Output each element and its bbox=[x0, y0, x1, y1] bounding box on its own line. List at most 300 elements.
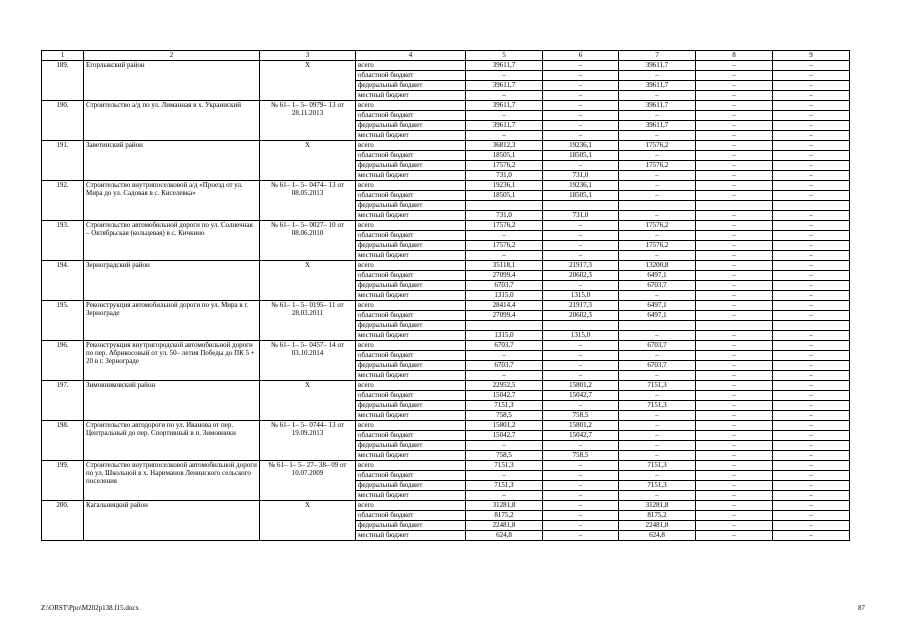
budget-source: всего bbox=[356, 301, 466, 311]
value-cell: – bbox=[696, 341, 773, 351]
value-cell: – bbox=[619, 191, 696, 201]
file-path: Z:\ORST\Ppo\M202p138.f15.docx bbox=[41, 604, 140, 612]
value-cell: – bbox=[773, 241, 850, 251]
item-number: 196. bbox=[42, 341, 84, 381]
table-row bbox=[42, 101, 850, 111]
table-row bbox=[42, 301, 850, 311]
item-document: X bbox=[260, 381, 356, 421]
value-cell: 19236,1 bbox=[543, 141, 619, 151]
budget-source: местный бюджет bbox=[356, 411, 466, 421]
value-cell: – bbox=[619, 71, 696, 81]
item-name: Зимовниковский район bbox=[84, 381, 260, 421]
value-cell: 758,5 bbox=[543, 451, 619, 461]
value-cell: 15801,2 bbox=[543, 381, 619, 391]
value-cell bbox=[696, 201, 773, 211]
budget-source: федеральный бюджет bbox=[356, 241, 466, 251]
value-cell: – bbox=[696, 271, 773, 281]
value-cell: – bbox=[619, 111, 696, 121]
value-cell: – bbox=[543, 361, 619, 371]
value-cell: – bbox=[773, 121, 850, 131]
value-cell: 39611,7 bbox=[466, 101, 543, 111]
budget-source: федеральный бюджет bbox=[356, 121, 466, 131]
item-name: Строительство а/д по ул. Лиманная в х. Украинский bbox=[84, 101, 260, 141]
value-cell: – bbox=[773, 311, 850, 321]
header-cell: 3 bbox=[260, 51, 356, 61]
item-name: Егорлыкский район bbox=[84, 61, 260, 101]
value-cell: 15042,7 bbox=[466, 391, 543, 401]
value-cell: 624,8 bbox=[619, 531, 696, 541]
value-cell: 13200,8 bbox=[619, 261, 696, 271]
value-cell: 28414,4 bbox=[466, 301, 543, 311]
page-number: 87 bbox=[858, 604, 865, 612]
table-body bbox=[42, 51, 850, 541]
value-cell: 27099,4 bbox=[466, 311, 543, 321]
budget-source: местный бюджет bbox=[356, 531, 466, 541]
value-cell: 17576,2 bbox=[619, 161, 696, 171]
item-name: Реконструкция внутригородской автомобильной дороги по пер. Абрикосовый от ул. 50– летия Победы до ПК 5 + 20 в г. Зернограде bbox=[84, 341, 260, 381]
header-cell: 2 bbox=[84, 51, 260, 61]
value-cell: – bbox=[696, 421, 773, 431]
value-cell: 39611,7 bbox=[466, 121, 543, 131]
item-document: № 61– 1– 5– 0474– 13 от 08.05.2013 bbox=[260, 181, 356, 221]
value-cell: 27099,4 bbox=[466, 271, 543, 281]
value-cell: 17576,2 bbox=[619, 221, 696, 231]
item-number: 189. bbox=[42, 61, 84, 101]
value-cell: – bbox=[619, 231, 696, 241]
value-cell: – bbox=[696, 501, 773, 511]
value-cell: 17576,2 bbox=[619, 241, 696, 251]
value-cell: – bbox=[696, 441, 773, 451]
value-cell: – bbox=[696, 91, 773, 101]
value-cell: – bbox=[619, 351, 696, 361]
budget-source: местный бюджет bbox=[356, 251, 466, 261]
budget-source: областной бюджет bbox=[356, 511, 466, 521]
value-cell: 18505,1 bbox=[543, 191, 619, 201]
item-number: 192. bbox=[42, 181, 84, 221]
value-cell: 1315,0 bbox=[466, 331, 543, 341]
item-number: 194. bbox=[42, 261, 84, 301]
value-cell: 731,0 bbox=[466, 211, 543, 221]
budget-source: федеральный бюджет bbox=[356, 521, 466, 531]
value-cell: 15801,2 bbox=[543, 421, 619, 431]
value-cell: – bbox=[773, 331, 850, 341]
value-cell: – bbox=[773, 381, 850, 391]
value-cell: – bbox=[696, 391, 773, 401]
value-cell: 39611,7 bbox=[619, 81, 696, 91]
value-cell: – bbox=[543, 121, 619, 131]
value-cell: 18505,1 bbox=[466, 191, 543, 201]
value-cell: – bbox=[773, 401, 850, 411]
budget-source: областной бюджет bbox=[356, 231, 466, 241]
value-cell: – bbox=[696, 331, 773, 341]
value-cell: – bbox=[543, 131, 619, 141]
table-row bbox=[42, 181, 850, 191]
value-cell bbox=[466, 201, 543, 211]
value-cell: – bbox=[466, 351, 543, 361]
value-cell: 8175,2 bbox=[466, 511, 543, 521]
item-number: 190. bbox=[42, 101, 84, 141]
value-cell: 6703,7 bbox=[466, 361, 543, 371]
value-cell: – bbox=[773, 411, 850, 421]
value-cell: – bbox=[466, 91, 543, 101]
value-cell: 6497,1 bbox=[619, 271, 696, 281]
budget-source: всего bbox=[356, 381, 466, 391]
value-cell: – bbox=[543, 281, 619, 291]
value-cell: – bbox=[773, 261, 850, 271]
value-cell: 31281,8 bbox=[619, 501, 696, 511]
value-cell: – bbox=[773, 371, 850, 381]
value-cell: – bbox=[619, 171, 696, 181]
budget-source: федеральный бюджет bbox=[356, 161, 466, 171]
item-document: № 61– 1– 5– 0457– 14 от 03.10.2014 bbox=[260, 341, 356, 381]
value-cell: – bbox=[773, 211, 850, 221]
item-name: Строительство автомобильной дороги по ул. Солнечная – Октябрьская (кольцевая) в с. Кичкино bbox=[84, 221, 260, 261]
value-cell: – bbox=[773, 191, 850, 201]
item-number: 193. bbox=[42, 221, 84, 261]
item-document: X bbox=[260, 261, 356, 301]
value-cell: – bbox=[466, 471, 543, 481]
value-cell: – bbox=[773, 361, 850, 371]
budget-source: областной бюджет bbox=[356, 111, 466, 121]
value-cell: – bbox=[543, 61, 619, 71]
item-document: № 61– 1– 5– 0744– 13 от 19.09.2013 bbox=[260, 421, 356, 461]
table-row bbox=[42, 421, 850, 431]
value-cell bbox=[543, 201, 619, 211]
value-cell: – bbox=[543, 71, 619, 81]
value-cell: – bbox=[619, 411, 696, 421]
value-cell: – bbox=[696, 131, 773, 141]
value-cell: – bbox=[466, 71, 543, 81]
budget-source: всего bbox=[356, 141, 466, 151]
value-cell: – bbox=[696, 211, 773, 221]
value-cell: – bbox=[696, 481, 773, 491]
value-cell: 36812,3 bbox=[466, 141, 543, 151]
value-cell: – bbox=[696, 361, 773, 371]
value-cell: 18505,1 bbox=[466, 151, 543, 161]
value-cell: – bbox=[696, 161, 773, 171]
value-cell: 22952,5 bbox=[466, 381, 543, 391]
value-cell: 758,5 bbox=[543, 411, 619, 421]
value-cell bbox=[466, 321, 543, 331]
value-cell: 7151,3 bbox=[619, 401, 696, 411]
value-cell: – bbox=[543, 231, 619, 241]
budget-source: областной бюджет bbox=[356, 71, 466, 81]
value-cell: 31281,8 bbox=[466, 501, 543, 511]
value-cell: – bbox=[696, 531, 773, 541]
value-cell: – bbox=[619, 131, 696, 141]
value-cell: – bbox=[773, 181, 850, 191]
value-cell: – bbox=[696, 251, 773, 261]
value-cell: – bbox=[619, 371, 696, 381]
value-cell: – bbox=[543, 511, 619, 521]
value-cell: – bbox=[543, 351, 619, 361]
budget-source: областной бюджет bbox=[356, 431, 466, 441]
item-document: № 61– 1– 5– 27– 38– 09 от 10.07.2009 bbox=[260, 461, 356, 501]
value-cell: – bbox=[619, 211, 696, 221]
value-cell: – bbox=[619, 471, 696, 481]
item-document: X bbox=[260, 501, 356, 541]
value-cell bbox=[543, 321, 619, 331]
value-cell: – bbox=[543, 251, 619, 261]
header-cell: 6 bbox=[543, 51, 619, 61]
value-cell: 7151,3 bbox=[466, 481, 543, 491]
value-cell: – bbox=[773, 231, 850, 241]
value-cell: – bbox=[696, 381, 773, 391]
budget-source: федеральный бюджет bbox=[356, 361, 466, 371]
budget-source: местный бюджет bbox=[356, 211, 466, 221]
value-cell: – bbox=[696, 181, 773, 191]
value-cell: 19236,1 bbox=[543, 181, 619, 191]
value-cell: – bbox=[773, 131, 850, 141]
value-cell: – bbox=[543, 101, 619, 111]
value-cell: – bbox=[619, 151, 696, 161]
value-cell: – bbox=[696, 491, 773, 501]
value-cell: – bbox=[619, 251, 696, 261]
value-cell: – bbox=[619, 421, 696, 431]
value-cell: – bbox=[696, 461, 773, 471]
value-cell: – bbox=[696, 281, 773, 291]
value-cell: 21917,3 bbox=[543, 261, 619, 271]
budget-source: местный бюджет bbox=[356, 451, 466, 461]
value-cell: – bbox=[543, 531, 619, 541]
budget-source: федеральный бюджет bbox=[356, 201, 466, 211]
value-cell: – bbox=[619, 441, 696, 451]
value-cell: 1315,0 bbox=[466, 291, 543, 301]
budget-source: областной бюджет bbox=[356, 351, 466, 361]
value-cell: – bbox=[773, 431, 850, 441]
value-cell: 7151,3 bbox=[619, 461, 696, 471]
value-cell: 35118,1 bbox=[466, 261, 543, 271]
table-row bbox=[42, 461, 850, 471]
value-cell: 7151,3 bbox=[619, 381, 696, 391]
value-cell: – bbox=[773, 291, 850, 301]
header-cell: 7 bbox=[619, 51, 696, 61]
table-row bbox=[42, 341, 850, 351]
value-cell: 17576,2 bbox=[619, 141, 696, 151]
value-cell: 17576,2 bbox=[466, 221, 543, 231]
item-number: 199. bbox=[42, 461, 84, 501]
value-cell: – bbox=[773, 71, 850, 81]
value-cell: – bbox=[696, 471, 773, 481]
value-cell: 15042,7 bbox=[543, 391, 619, 401]
budget-source: федеральный бюджет bbox=[356, 401, 466, 411]
budget-source: местный бюджет bbox=[356, 491, 466, 501]
budget-source: федеральный бюджет bbox=[356, 321, 466, 331]
budget-source: всего bbox=[356, 341, 466, 351]
value-cell: 731,0 bbox=[543, 211, 619, 221]
value-cell: – bbox=[773, 251, 850, 261]
table-row bbox=[42, 221, 850, 231]
value-cell: – bbox=[619, 181, 696, 191]
value-cell: 6703,7 bbox=[619, 341, 696, 351]
value-cell: – bbox=[696, 231, 773, 241]
value-cell: – bbox=[696, 171, 773, 181]
value-cell: – bbox=[696, 411, 773, 421]
value-cell: – bbox=[696, 191, 773, 201]
value-cell: – bbox=[543, 521, 619, 531]
value-cell: 8175,2 bbox=[619, 511, 696, 521]
value-cell: – bbox=[466, 441, 543, 451]
value-cell: – bbox=[543, 161, 619, 171]
item-number: 200. bbox=[42, 501, 84, 541]
header-cell: 1 bbox=[42, 51, 84, 61]
value-cell: – bbox=[696, 371, 773, 381]
value-cell: 731,0 bbox=[466, 171, 543, 181]
value-cell: – bbox=[773, 151, 850, 161]
value-cell: – bbox=[773, 111, 850, 121]
item-name: Строительство внутрипоселковой а/д «Проезд от ул. Мира до ул. Садовая в с. Киселевка» bbox=[84, 181, 260, 221]
value-cell: 731,0 bbox=[543, 171, 619, 181]
item-number: 195. bbox=[42, 301, 84, 341]
value-cell: 18505,1 bbox=[543, 151, 619, 161]
value-cell: – bbox=[696, 121, 773, 131]
value-cell: 17576,2 bbox=[466, 241, 543, 251]
value-cell: 20602,3 bbox=[543, 311, 619, 321]
value-cell: – bbox=[773, 271, 850, 281]
item-document: X bbox=[260, 141, 356, 181]
value-cell: 39611,7 bbox=[619, 101, 696, 111]
value-cell: – bbox=[773, 511, 850, 521]
table-row bbox=[42, 61, 850, 71]
header-row bbox=[42, 51, 850, 61]
value-cell bbox=[696, 321, 773, 331]
value-cell: – bbox=[696, 81, 773, 91]
value-cell: 758,5 bbox=[466, 411, 543, 421]
value-cell: – bbox=[696, 61, 773, 71]
value-cell: – bbox=[619, 391, 696, 401]
value-cell: – bbox=[543, 501, 619, 511]
value-cell: 6497,1 bbox=[619, 311, 696, 321]
value-cell: 6703,7 bbox=[619, 281, 696, 291]
value-cell: – bbox=[773, 351, 850, 361]
value-cell: – bbox=[773, 461, 850, 471]
value-cell: – bbox=[773, 81, 850, 91]
value-cell: – bbox=[696, 151, 773, 161]
value-cell: 758,5 bbox=[466, 451, 543, 461]
item-document: № 61– 1– 5– 0195– 11 от 28.03.2011 bbox=[260, 301, 356, 341]
item-document: № 61– 1– 5– 0979– 13 от 28.11.2013 bbox=[260, 101, 356, 141]
value-cell: – bbox=[773, 531, 850, 541]
item-name: Реконструкция автомобильной дороги по ул. Мира в г. Зернограде bbox=[84, 301, 260, 341]
item-name: Кагальницкий район bbox=[84, 501, 260, 541]
value-cell bbox=[619, 321, 696, 331]
value-cell: – bbox=[543, 471, 619, 481]
value-cell: – bbox=[696, 291, 773, 301]
value-cell: 624,8 bbox=[466, 531, 543, 541]
value-cell: 6497,1 bbox=[619, 301, 696, 311]
value-cell: – bbox=[696, 431, 773, 441]
budget-source: федеральный бюджет bbox=[356, 441, 466, 451]
value-cell bbox=[773, 321, 850, 331]
value-cell: – bbox=[619, 291, 696, 301]
value-cell: 7151,3 bbox=[619, 481, 696, 491]
value-cell: – bbox=[543, 491, 619, 501]
value-cell: – bbox=[696, 221, 773, 231]
budget-source: всего bbox=[356, 101, 466, 111]
value-cell: – bbox=[466, 371, 543, 381]
value-cell: 1315,0 bbox=[543, 331, 619, 341]
header-cell: 4 bbox=[356, 51, 466, 61]
value-cell: – bbox=[466, 131, 543, 141]
value-cell: – bbox=[696, 511, 773, 521]
budget-source: федеральный бюджет bbox=[356, 481, 466, 491]
value-cell: 20602,3 bbox=[543, 271, 619, 281]
item-document: X bbox=[260, 61, 356, 101]
value-cell: 19236,1 bbox=[466, 181, 543, 191]
value-cell: – bbox=[696, 521, 773, 531]
value-cell: – bbox=[696, 401, 773, 411]
header-cell: 8 bbox=[696, 51, 773, 61]
item-number: 197. bbox=[42, 381, 84, 421]
value-cell: – bbox=[696, 241, 773, 251]
value-cell: 21917,3 bbox=[543, 301, 619, 311]
value-cell: – bbox=[543, 371, 619, 381]
value-cell: – bbox=[543, 461, 619, 471]
value-cell: 6703,7 bbox=[466, 281, 543, 291]
budget-source: всего bbox=[356, 461, 466, 471]
value-cell: – bbox=[466, 111, 543, 121]
budget-source: федеральный бюджет bbox=[356, 281, 466, 291]
budget-source: местный бюджет bbox=[356, 371, 466, 381]
value-cell: – bbox=[543, 81, 619, 91]
value-cell: – bbox=[619, 431, 696, 441]
value-cell: – bbox=[543, 91, 619, 101]
budget-source: местный бюджет bbox=[356, 331, 466, 341]
value-cell: – bbox=[773, 421, 850, 431]
table-row bbox=[42, 501, 850, 511]
value-cell: – bbox=[543, 241, 619, 251]
budget-source: областной бюджет bbox=[356, 391, 466, 401]
value-cell: – bbox=[773, 341, 850, 351]
budget-source: всего bbox=[356, 421, 466, 431]
value-cell: – bbox=[696, 311, 773, 321]
value-cell: – bbox=[619, 331, 696, 341]
budget-source: областной бюджет bbox=[356, 271, 466, 281]
value-cell: 15801,2 bbox=[466, 421, 543, 431]
value-cell: – bbox=[696, 351, 773, 361]
value-cell: 7151,3 bbox=[466, 401, 543, 411]
budget-source: местный бюджет bbox=[356, 291, 466, 301]
value-cell: – bbox=[773, 481, 850, 491]
value-cell: – bbox=[773, 471, 850, 481]
value-cell: – bbox=[619, 91, 696, 101]
value-cell: – bbox=[543, 481, 619, 491]
item-number: 191. bbox=[42, 141, 84, 181]
budget-table bbox=[41, 50, 850, 541]
value-cell: – bbox=[773, 101, 850, 111]
budget-source: областной бюджет bbox=[356, 191, 466, 201]
value-cell: – bbox=[696, 71, 773, 81]
value-cell: – bbox=[619, 491, 696, 501]
value-cell: – bbox=[773, 281, 850, 291]
value-cell: 6703,7 bbox=[466, 341, 543, 351]
value-cell: – bbox=[773, 521, 850, 531]
header-cell: 9 bbox=[773, 51, 850, 61]
value-cell: – bbox=[543, 401, 619, 411]
budget-source: федеральный бюджет bbox=[356, 81, 466, 91]
value-cell: – bbox=[773, 391, 850, 401]
value-cell: – bbox=[773, 161, 850, 171]
value-cell: 7151,3 bbox=[466, 461, 543, 471]
header-cell: 5 bbox=[466, 51, 543, 61]
value-cell: – bbox=[696, 111, 773, 121]
item-name: Строительство автодороги по ул. Иванова от пер. Центральный до пер. Спортивный в п. Зимовники bbox=[84, 421, 260, 461]
table-row bbox=[42, 261, 850, 271]
value-cell: 39611,7 bbox=[619, 121, 696, 131]
value-cell: – bbox=[773, 441, 850, 451]
value-cell: – bbox=[773, 301, 850, 311]
value-cell: 22481,8 bbox=[466, 521, 543, 531]
